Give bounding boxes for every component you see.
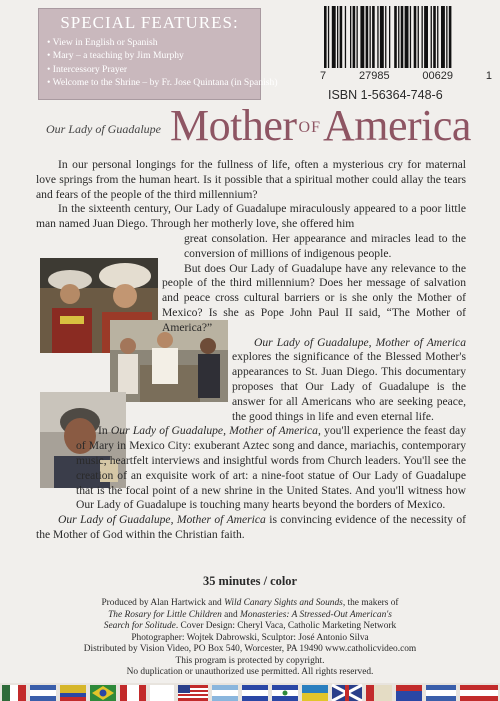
flags-strip [0,683,500,701]
paragraph-5 [76,424,466,513]
paragraph-4-title: Our Lady of Guadalupe, Mother of America [254,335,466,349]
barcode-digit-group: 27985 [358,70,390,82]
title-main [170,100,471,151]
barcode-digit-group: 7 [320,70,327,82]
special-features-title: SPECIAL FEATURES: [60,13,239,32]
paragraph-6-title: Our Lady of Guadalupe, Mother of America [58,513,266,527]
barcode-digits [320,70,492,82]
credits-line: Photographer: Wojtek Dabrowski, Sculptor: José Antonio Silva [131,632,369,643]
feature-item: • Mary – a teaching by Jim Murphy [47,49,252,62]
barcode-digit-group: 1 [485,70,492,82]
title-subtitle: Our Lady of Guadalupe [46,122,161,136]
feature-item: • View in English or Spanish [47,36,252,49]
credits-line: No duplication or unauthorized use permitted. All rights reserved. [126,667,374,677]
credits-italic: The Rosary for Little Children [108,609,222,620]
runtime-label: 35 minutes / color [203,574,297,588]
paragraph-6 [36,513,466,543]
special-features-list [47,36,278,90]
title-word-of: OF [298,119,321,136]
paragraph-5-title: Our Lady of Guadalupe, Mother of America [110,424,318,438]
paragraph-2-continued: great consolation. Her appearance and miracles lead to the conversion of millions of indigenous people. [184,231,466,260]
credits-line [0,610,500,622]
credits-line: Distributed by Vision Video, PO Box 540, Worcester, PA 19490 www.catholicvideo.com [83,644,417,654]
feature-item: • Welcome to the Shrine – by Fr. Jose Quintana (in Spanish) [47,76,252,89]
paragraph-4 [232,336,466,425]
paragraph-5-text: , you'll experience the feast day of Mary in Mexico City: exuberant Aztec song and dance, mariachis, contemporary music, heartfelt interviews and insightful words from Church leaders. You'll see the creation of an exquisite work of art: a nine-foot statue of Our Lady of Guadalupe that is the focal point of a new shrine in the United States. And you'll witness how Our Lady of Guadalupe is touching many hearts beyond the borders of Mexico. [76,424,466,512]
credits-text: Produced by Alan Hartwick and [101,598,222,608]
credits-text: , the makers of [342,598,399,608]
credits-text: and [224,609,238,620]
paragraph-2 [36,202,466,232]
feature-item: • Intercessory Prayer [47,63,252,76]
credits-italic: Wild Canary Sights and Sounds [224,598,343,608]
paragraph-5-pre: In [98,424,108,438]
special-features-box [38,8,278,100]
credits-italic: Search for Solitude [103,621,176,631]
paragraph-2-start: In the sixteenth century, Our Lady of Guadalupe miraculously appeared to a poor little man named Juan Diego. Through her motherly love, she offered him [36,202,466,231]
isbn-number: ISBN 1-56364-748-6 [328,88,443,102]
credits-line: This program is protected by copyright. [175,655,325,666]
credits-line [0,621,500,633]
credits-block [0,598,500,679]
description-text [36,158,466,543]
credits-italic: Monasteries: A Stressed-Out American's [240,609,392,620]
barcode-digit-group: 00629 [422,70,453,82]
paragraph-1: In our personal longings for the fullness of life, often a mysterious cry for maternal love springs from the human heart. Is it possible that a spiritual mother could allay the tears and fears of the people of the third millennium? [36,158,466,201]
paragraph-6-text: is convincing evidence of the necessity of the Mother of God within the Christian faith. [36,513,466,541]
credits-text: . Cover Design: Cheryl Vaca, Catholic Marketing Network [175,621,397,631]
title-word-mother: Mother [170,101,297,150]
paragraph-4-text: explores the significance of the Blessed Mother's appearances to St. Juan Diego. This documentary proposes that Our Lady of Guadalupe is the answer for all Americans who are seeking peace, the good things in life and even eternal life. [232,350,466,423]
paragraph-3: But does Our Lady of Guadalupe have any relevance to the people of the third millennium? Does her message of salvation and peace cross cultural barriers or is she only the Mother of Mexico? Is she as Pope John Paul II said, “The Mother of America?” [162,261,466,334]
credits-line [0,598,500,610]
title-word-america: America [322,101,471,150]
